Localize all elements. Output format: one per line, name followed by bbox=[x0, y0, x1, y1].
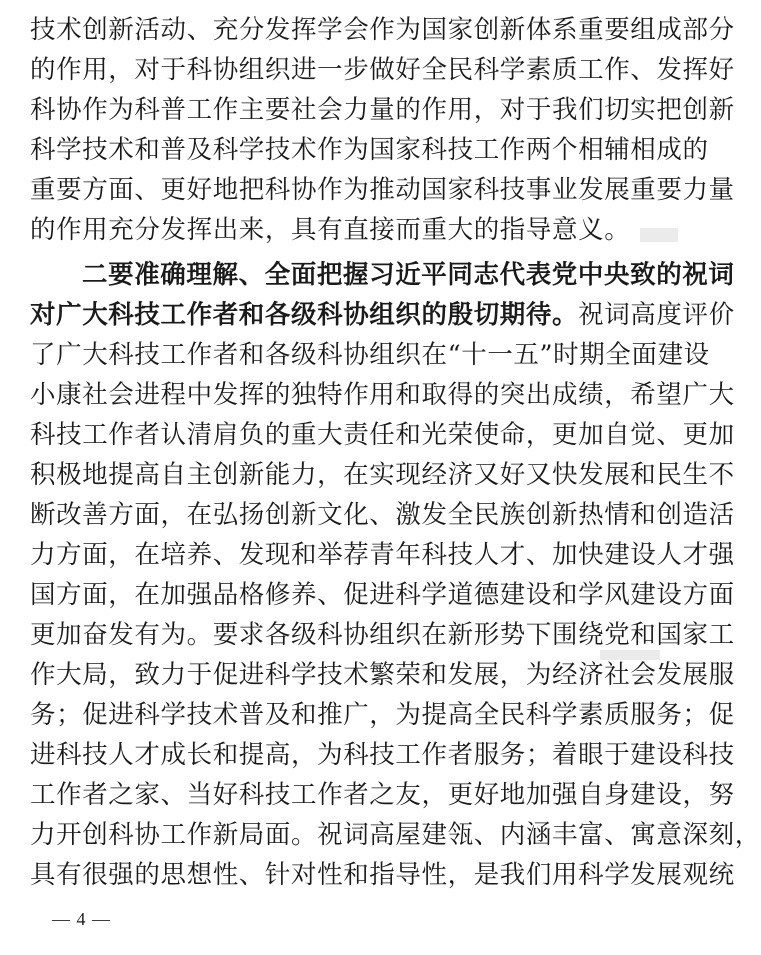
text-line: 务；促进科学技术普及和推广，为提高全民科学素质服务；促 bbox=[30, 700, 735, 730]
text-line: 力开创科协工作新局面。祝词高屋建瓴、内涵丰富、寓意深刻， bbox=[30, 820, 761, 850]
text-line: 科学技术和普及科学技术作为国家科技工作两个相辅相成的 bbox=[30, 135, 709, 165]
paragraph-start: 祝词高度评价 bbox=[578, 300, 735, 330]
text-line: 作大局，致力于促进科学技术繁荣和发展，为经济社会发展服 bbox=[30, 660, 735, 690]
page-number: — 4 — bbox=[52, 909, 111, 929]
text-line: 科技工作者认清肩负的重大责任和光荣使命，更加自觉、更加 bbox=[30, 420, 735, 450]
text-line: 重要方面、更好地把科协作为推动国家科技事业发展重要力量 bbox=[30, 175, 735, 205]
text-line: 小康社会进程中发挥的独特作用和取得的突出成绩，希望广大 bbox=[30, 380, 735, 410]
text-line: 断改善方面，在弘扬创新文化、激发全民族创新热情和创造活 bbox=[30, 500, 735, 530]
scan-noise bbox=[640, 228, 678, 242]
heading-tail: 对广大科技工作者和各级科协组织的殷切期待。 bbox=[30, 300, 579, 330]
text-line: 了广大科技工作者和各级科协组织在“十一五”时期全面建设 bbox=[30, 340, 710, 370]
section-heading-continued bbox=[30, 300, 735, 330]
text-line: 国方面，在加强品格修养、促进科学道德建设和学风建设方面 bbox=[30, 580, 735, 610]
text-line: 的作用充分发挥出来，具有直接而重大的指导意义。 bbox=[30, 215, 631, 245]
text-line: 的作用，对于科协组织进一步做好全民科学素质工作、发挥好 bbox=[30, 55, 735, 85]
text-line: 力方面，在培养、发现和举荐青年科技人才、加快建设人才强 bbox=[30, 540, 735, 570]
text-line: 科协作为科普工作主要社会力量的作用，对于我们切实把创新 bbox=[30, 95, 735, 125]
text-line: 积极地提高自主创新能力，在实现经济又好又快发展和民生不 bbox=[30, 460, 735, 490]
text-line: 进科技人才成长和提高，为科技工作者服务；着眼于建设科技 bbox=[30, 740, 735, 770]
text-line: 更加奋发有为。要求各级科协组织在新形势下围绕党和国家工 bbox=[30, 620, 735, 650]
section-heading: 二要准确理解、全面把握习近平同志代表党中央致的祝词 bbox=[82, 260, 735, 290]
scan-noise bbox=[600, 650, 660, 660]
text-line: 技术创新活动、充分发挥学会作为国家创新体系重要组成部分 bbox=[30, 15, 735, 45]
text-line: 工作者之家、当好科技工作者之友，更好地加强自身建设，努 bbox=[30, 780, 735, 810]
text-line: 具有很强的思想性、针对性和指导性，是我们用科学发展观统 bbox=[30, 860, 735, 890]
